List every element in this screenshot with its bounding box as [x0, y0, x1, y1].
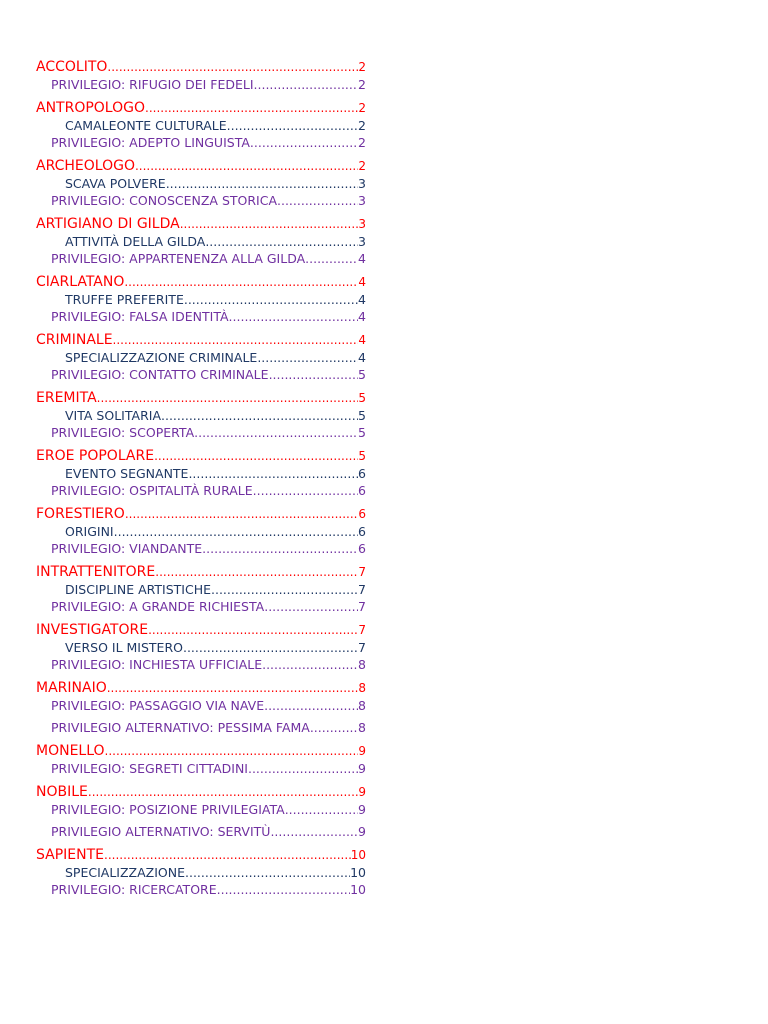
toc-entry[interactable] [36, 424, 366, 441]
toc-page-number: 10 [350, 848, 366, 862]
toc-page-number: 7 [358, 582, 366, 597]
toc-entry-label: ATTIVITÀ DELLA GILDA [65, 234, 206, 249]
toc-page-number: 2 [358, 118, 366, 133]
toc-entry-label: PRIVILEGIO: FALSA IDENTITÀ [51, 309, 229, 324]
toc-entry-label: PRIVILEGIO: POSIZIONE PRIVILEGIATA [51, 802, 285, 817]
toc-entry-label: PRIVILEGIO: ADEPTO LINGUISTA [51, 135, 250, 150]
toc-page-number: 3 [358, 234, 366, 249]
toc-entry-label: ORIGINI [65, 524, 114, 539]
toc-page-number: 7 [358, 623, 366, 637]
toc-entry-label: INTRATTENITORE [36, 564, 156, 580]
toc-dot-leader [285, 801, 358, 818]
toc-entry-label: PRIVILEGIO: RIFUGIO DEI FEDELI [51, 77, 254, 92]
toc-entry-label: PRIVILEGIO: A GRANDE RICHIESTA [51, 599, 265, 614]
toc-entry-label: EVENTO SEGNANTE [65, 466, 189, 481]
toc-page-number: 4 [358, 251, 366, 266]
toc-page-number: 9 [358, 785, 366, 799]
toc-dot-leader [254, 76, 359, 93]
toc-entry[interactable] [36, 523, 366, 540]
toc-dot-leader [161, 407, 358, 424]
toc-page-number: 9 [358, 824, 366, 839]
toc-dot-leader [194, 424, 358, 441]
toc-entry-label: SPECIALIZZAZIONE [65, 865, 186, 880]
toc-entry[interactable] [36, 291, 366, 308]
toc-entry[interactable] [36, 134, 366, 151]
toc-entry[interactable] [36, 465, 366, 482]
toc-dot-leader [253, 482, 358, 499]
toc-entry[interactable] [36, 881, 366, 898]
toc-dot-leader [202, 540, 358, 557]
toc-entry-label: PRIVILEGIO: SEGRETI CITTADINI [51, 761, 248, 776]
toc-page-number: 5 [358, 408, 366, 423]
table-of-contents [36, 58, 366, 898]
toc-entry-label: TRUFFE PREFERITE [65, 292, 184, 307]
toc-entry[interactable] [36, 581, 366, 598]
toc-dot-leader [310, 719, 358, 736]
toc-entry[interactable] [36, 215, 366, 233]
toc-entry[interactable] [36, 58, 366, 76]
toc-dot-leader [114, 523, 358, 540]
toc-entry-label: VERSO IL MISTERO [65, 640, 183, 655]
toc-entry[interactable] [36, 846, 366, 864]
toc-entry-label: PRIVILEGIO: CONOSCENZA STORICA [51, 193, 278, 208]
toc-dot-leader [105, 742, 359, 760]
toc-entry[interactable] [36, 308, 366, 325]
toc-entry-label: PRIVILEGIO: SCOPERTA [51, 425, 195, 440]
toc-dot-leader [180, 215, 359, 233]
toc-dot-leader [211, 581, 358, 598]
toc-page-number: 4 [358, 309, 366, 324]
toc-dot-leader [107, 679, 359, 697]
toc-page-number: 10 [350, 882, 366, 897]
toc-entry[interactable] [36, 389, 366, 407]
toc-dot-leader [185, 864, 350, 881]
toc-entry[interactable] [36, 563, 366, 581]
toc-dot-leader [205, 233, 358, 250]
toc-entry-label: PRIVILEGIO ALTERNATIVO: SERVITÙ [51, 824, 271, 839]
toc-entry[interactable] [36, 719, 366, 736]
toc-entry-label: NOBILE [36, 784, 88, 800]
toc-entry-label: SCAVA POLVERE [65, 176, 166, 191]
toc-page-number: 4 [358, 333, 366, 347]
toc-entry[interactable] [36, 407, 366, 424]
toc-dot-leader [155, 563, 358, 581]
toc-entry-label: DISCIPLINE ARTISTICHE [65, 582, 212, 597]
toc-entry-label: ANTROPOLOGO [36, 100, 145, 116]
toc-page-number: 2 [358, 159, 366, 173]
toc-entry[interactable] [36, 250, 366, 267]
toc-entry-label: MONELLO [36, 743, 105, 759]
toc-page-number: 6 [358, 466, 366, 481]
toc-entry[interactable] [36, 679, 366, 697]
toc-entry[interactable] [36, 742, 366, 760]
toc-page-number: 3 [358, 176, 366, 191]
toc-entry-label: PRIVILEGIO ALTERNATIVO: PESSIMA FAMA [51, 720, 310, 735]
toc-entry-label: SAPIENTE [36, 847, 105, 863]
toc-entry[interactable] [36, 366, 366, 383]
toc-page-number: 7 [358, 599, 366, 614]
toc-page-number: 8 [358, 720, 366, 735]
toc-dot-leader [88, 783, 358, 801]
toc-entry-label: FORESTIERO [36, 506, 125, 522]
toc-page-number: 9 [358, 761, 366, 776]
toc-dot-leader [264, 697, 358, 714]
toc-dot-leader [154, 447, 358, 465]
toc-dot-leader [229, 308, 359, 325]
toc-entry-label: ACCOLITO [36, 59, 108, 75]
toc-page-number: 6 [358, 507, 366, 521]
toc-page-number: 4 [358, 292, 366, 307]
toc-entry[interactable] [36, 331, 366, 349]
toc-entry[interactable] [36, 233, 366, 250]
toc-entry-label: INVESTIGATORE [36, 622, 149, 638]
toc-dot-leader [217, 881, 350, 898]
toc-page-number: 5 [358, 391, 366, 405]
toc-entry[interactable] [36, 482, 366, 499]
toc-entry[interactable] [36, 540, 366, 557]
toc-dot-leader [262, 656, 358, 673]
toc-dot-leader [227, 117, 358, 134]
toc-entry[interactable] [36, 505, 366, 523]
toc-entry-label: PRIVILEGIO: OSPITALITÀ RURALE [51, 483, 253, 498]
toc-entry-label: CRIMINALE [36, 332, 113, 348]
toc-entry[interactable] [36, 621, 366, 639]
toc-entry-label: VITA SOLITARIA [65, 408, 161, 423]
toc-page-number: 4 [358, 275, 366, 289]
toc-page-number: 10 [350, 865, 366, 880]
toc-dot-leader [305, 250, 358, 267]
toc-entry[interactable] [36, 349, 366, 366]
toc-entry[interactable] [36, 99, 366, 117]
toc-dot-leader [183, 639, 358, 656]
toc-page-number: 2 [358, 60, 366, 74]
toc-entry-label: PRIVILEGIO: INCHIESTA UFFICIALE [51, 657, 263, 672]
toc-entry-label: PRIVILEGIO: PASSAGGIO VIA NAVE [51, 698, 265, 713]
toc-dot-leader [257, 349, 358, 366]
toc-entry[interactable] [36, 192, 366, 209]
toc-dot-leader [145, 99, 358, 117]
toc-entry[interactable] [36, 864, 366, 881]
toc-entry-label: CIARLATANO [36, 274, 125, 290]
toc-page-number: 5 [358, 425, 366, 440]
toc-dot-leader [125, 505, 359, 523]
toc-entry-label: PRIVILEGIO: VIANDANTE [51, 541, 203, 556]
toc-dot-leader [97, 389, 359, 407]
toc-entry-label: EREMITA [36, 390, 97, 406]
toc-dot-leader [166, 175, 358, 192]
toc-page-number: 8 [358, 681, 366, 695]
toc-entry[interactable] [36, 697, 366, 714]
toc-entry[interactable] [36, 598, 366, 615]
toc-entry-label: PRIVILEGIO: RICERCATORE [51, 882, 217, 897]
toc-page-number: 2 [358, 135, 366, 150]
toc-page-number: 7 [358, 565, 366, 579]
toc-entry-label: SPECIALIZZAZIONE CRIMINALE [65, 350, 258, 365]
toc-entry-label: ARCHEOLOGO [36, 158, 135, 174]
toc-entry[interactable] [36, 76, 366, 93]
toc-entry-label: ARTIGIANO DI GILDA [36, 216, 180, 232]
toc-entry[interactable] [36, 157, 366, 175]
toc-dot-leader [277, 192, 358, 209]
toc-page-number: 2 [358, 77, 366, 92]
toc-page-number: 9 [358, 744, 366, 758]
toc-page-number: 6 [358, 524, 366, 539]
toc-dot-leader [184, 291, 358, 308]
toc-dot-leader [248, 760, 358, 777]
toc-dot-leader [269, 366, 358, 383]
toc-page-number: 3 [358, 193, 366, 208]
toc-entry[interactable] [36, 273, 366, 291]
toc-dot-leader [270, 823, 358, 840]
toc-dot-leader [104, 846, 351, 864]
toc-entry-label: EROE POPOLARE [36, 448, 155, 464]
toc-page-number: 3 [358, 217, 366, 231]
toc-dot-leader [135, 157, 358, 175]
toc-entry[interactable] [36, 656, 366, 673]
toc-entry[interactable] [36, 783, 366, 801]
toc-page-number: 5 [358, 449, 366, 463]
toc-entry[interactable] [36, 823, 366, 840]
toc-dot-leader [148, 621, 358, 639]
toc-page-number: 5 [358, 367, 366, 382]
toc-entry[interactable] [36, 447, 366, 465]
toc-dot-leader [264, 598, 358, 615]
toc-page-number: 8 [358, 698, 366, 713]
toc-page-number: 8 [358, 657, 366, 672]
toc-dot-leader [113, 331, 359, 349]
toc-page-number: 6 [358, 541, 366, 556]
toc-entry[interactable] [36, 801, 366, 818]
toc-entry[interactable] [36, 175, 366, 192]
toc-page-number: 6 [358, 483, 366, 498]
toc-page-number: 9 [358, 802, 366, 817]
toc-entry[interactable] [36, 639, 366, 656]
toc-dot-leader [250, 134, 358, 151]
toc-dot-leader [188, 465, 358, 482]
toc-dot-leader [107, 58, 358, 76]
toc-page-number: 7 [358, 640, 366, 655]
toc-entry-label: CAMALEONTE CULTURALE [65, 118, 227, 133]
toc-entry[interactable] [36, 117, 366, 134]
toc-page-number: 2 [358, 101, 366, 115]
toc-entry[interactable] [36, 760, 366, 777]
toc-entry-label: PRIVILEGIO: CONTATTO CRIMINALE [51, 367, 269, 382]
toc-dot-leader [124, 273, 358, 291]
toc-entry-label: PRIVILEGIO: APPARTENENZA ALLA GILDA [51, 251, 306, 266]
toc-page-number: 4 [358, 350, 366, 365]
toc-entry-label: MARINAIO [36, 680, 107, 696]
